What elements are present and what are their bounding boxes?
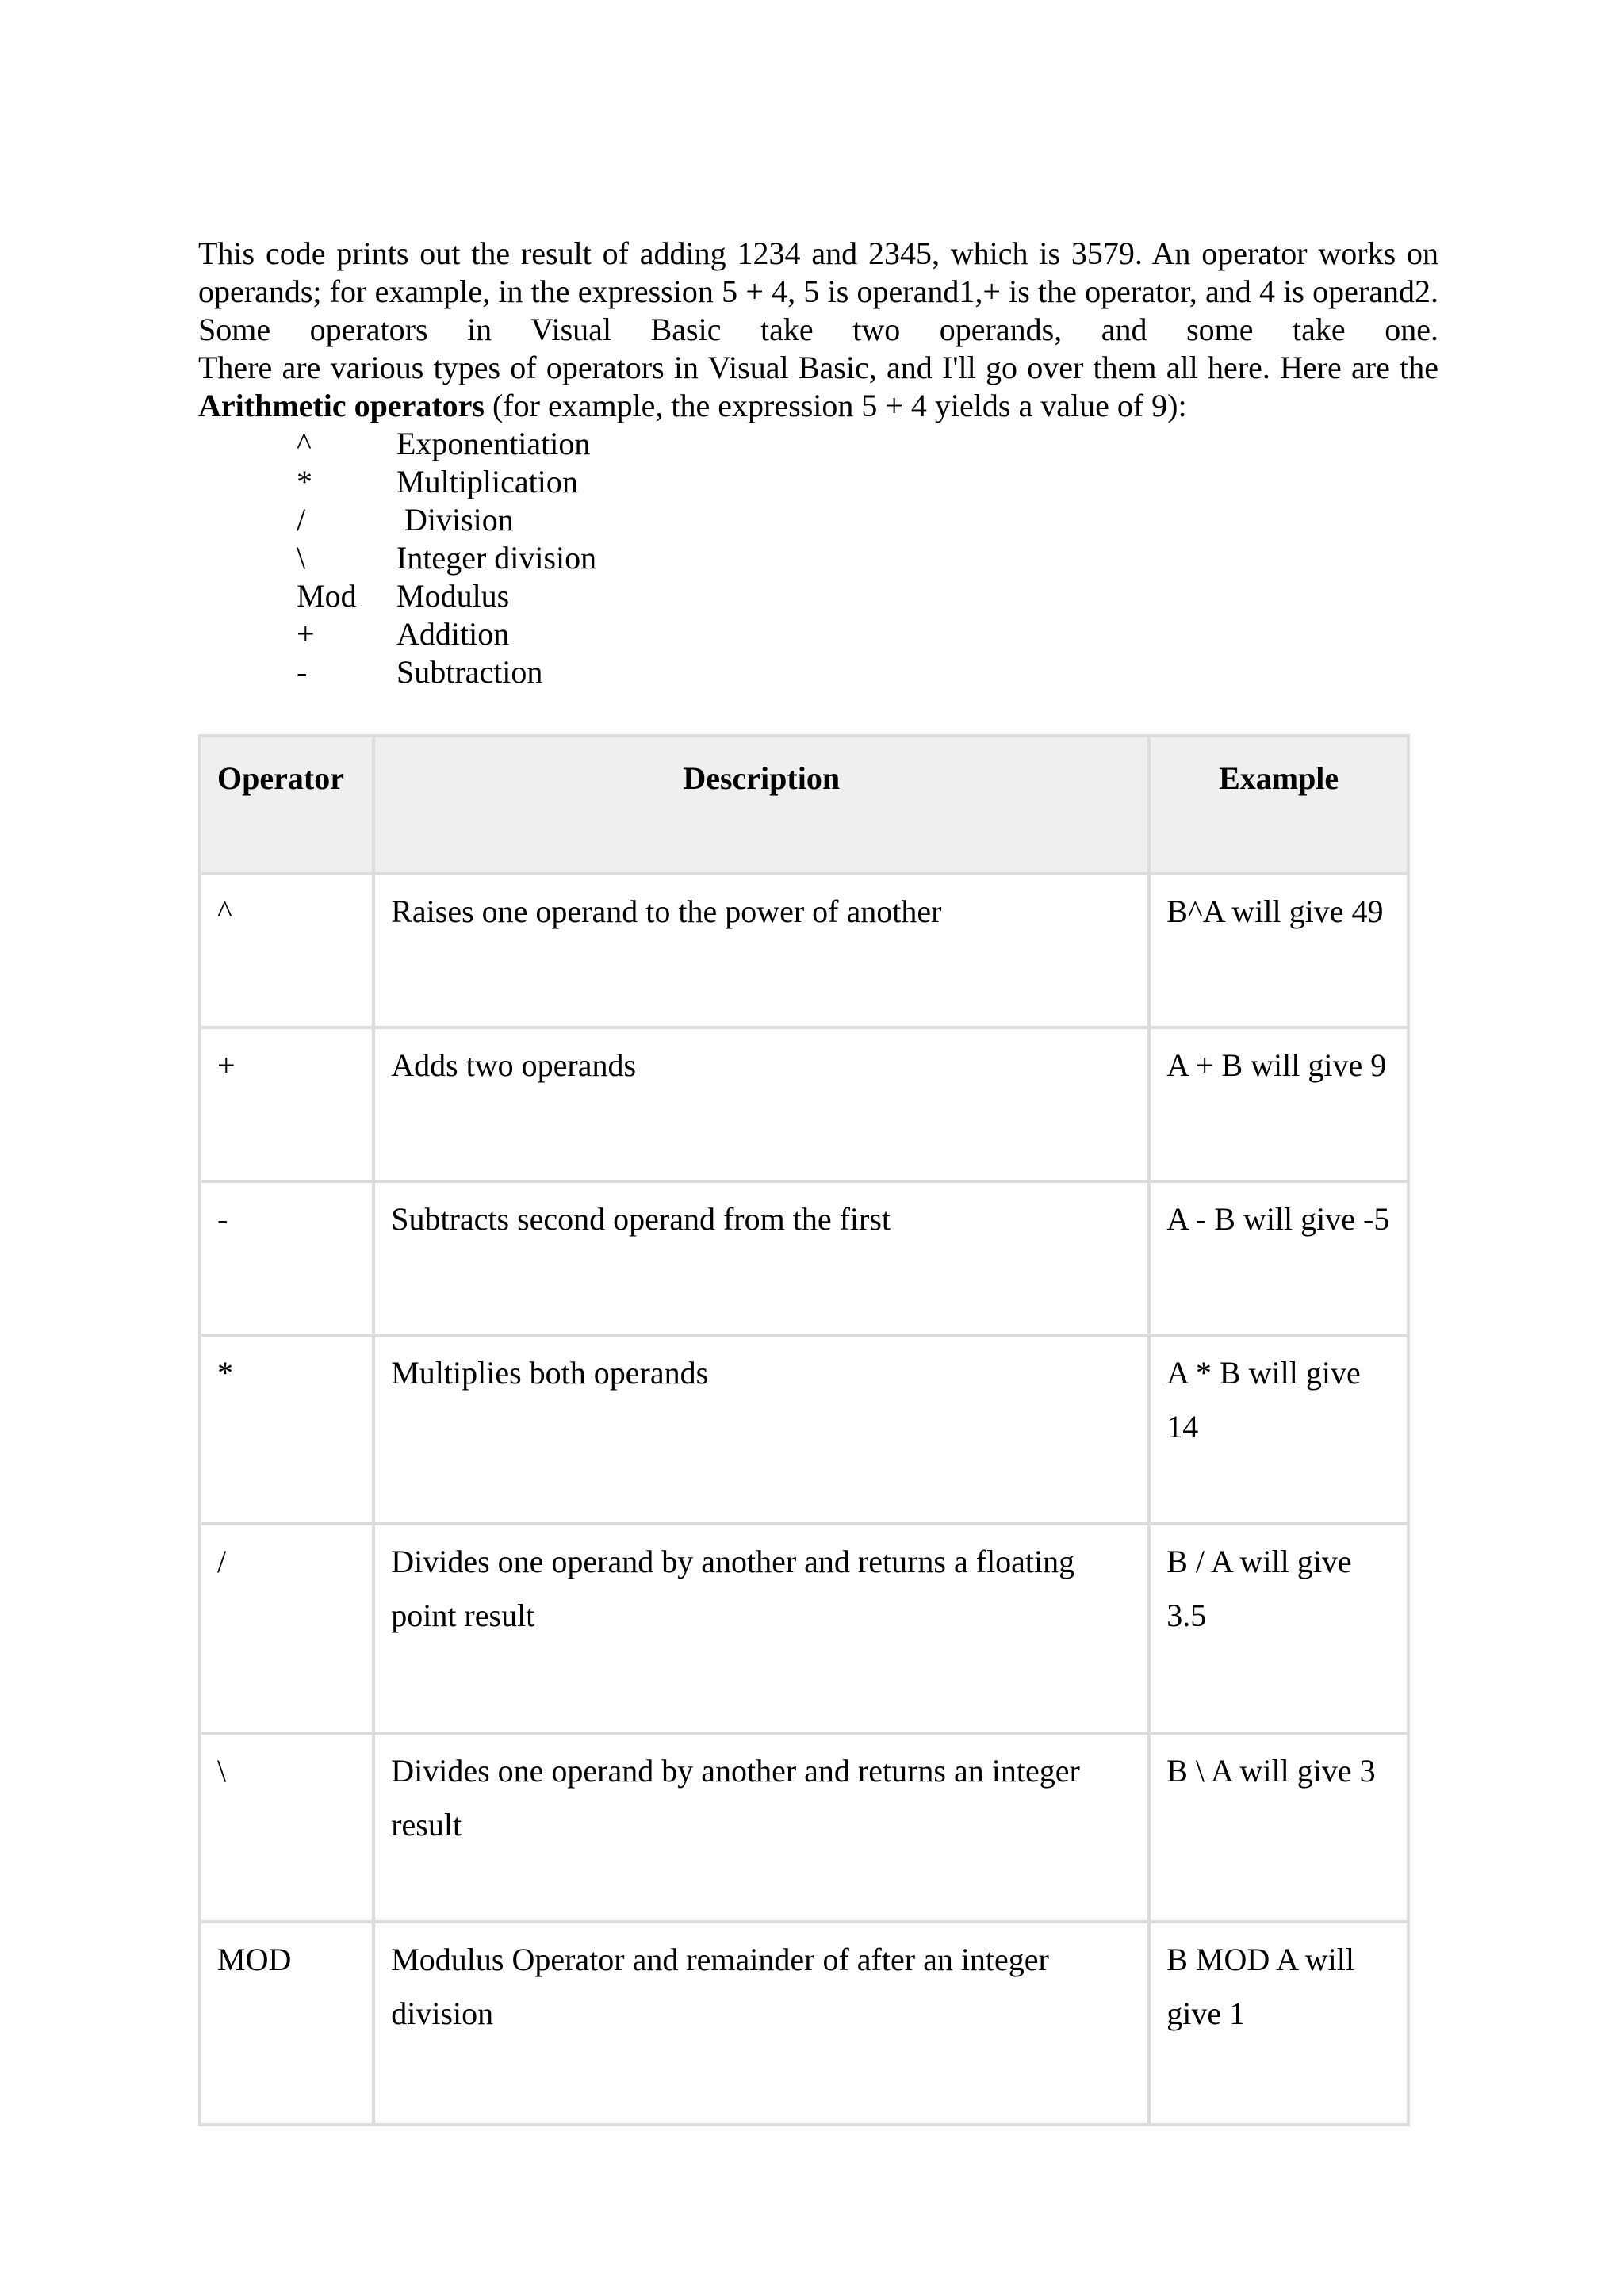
cell-operator: - (200, 1181, 373, 1335)
intro-paragraph-2-start: There are various types of operators in Visual Basic, and I'll go over them all here. Here are the (198, 350, 1438, 385)
intro-paragraph-1: This code prints out the result of adding 1234 and 2345, which is 3579. An operator works on operands; for example, in the expression 5 + 4, 5 is operand1,+ is the operator, and 4 is operand2. Some operators in Visual Basic take two operands, and some take one. (198, 235, 1438, 347)
cell-operator: * (200, 1335, 373, 1524)
cell-operator: / (200, 1524, 373, 1733)
cell-description: Subtracts second operand from the first (373, 1181, 1149, 1335)
operator-symbol: Mod (297, 578, 357, 614)
operator-symbol: / (297, 502, 306, 538)
list-item (297, 425, 596, 463)
table-row (200, 1922, 1408, 2125)
cell-operator: ^ (200, 874, 373, 1027)
operator-name: Subtraction (396, 654, 543, 690)
operator-name: Addition (396, 616, 510, 652)
intro-paragraph-2-end: (for example, the expression 5 + 4 yields a value of 9): (484, 388, 1187, 423)
table-row (200, 874, 1408, 1027)
cell-operator: MOD (200, 1922, 373, 2125)
cell-example: B \ A will give 3 (1149, 1733, 1408, 1922)
intro-text (198, 235, 1438, 425)
table-row (200, 1524, 1408, 1733)
operator-name: Integer division (396, 540, 597, 576)
header-operator: Operator (200, 736, 373, 874)
operator-symbol: * (297, 464, 312, 499)
header-description: Description (373, 736, 1149, 874)
list-item (297, 501, 596, 539)
intro-paragraph-2 (198, 349, 1438, 425)
operator-name: Exponentiation (396, 426, 591, 461)
operator-name: Modulus (396, 578, 510, 614)
list-item (297, 615, 596, 653)
cell-description: Raises one operand to the power of another (373, 874, 1149, 1027)
cell-example: A - B will give -5 (1149, 1181, 1408, 1335)
table-header-row (200, 736, 1408, 874)
operator-list (297, 425, 596, 691)
list-item (297, 653, 596, 691)
cell-operator: + (200, 1027, 373, 1181)
cell-description: Adds two operands (373, 1027, 1149, 1181)
list-item (297, 463, 596, 501)
header-example: Example (1149, 736, 1408, 874)
list-item (297, 539, 596, 577)
operator-symbol: - (297, 654, 308, 690)
cell-description: Divides one operand by another and returns a floating point result (373, 1524, 1149, 1733)
cell-example: B MOD A will give 1 (1149, 1922, 1408, 2125)
cell-example: A * B will give 14 (1149, 1335, 1408, 1524)
operator-symbol: ^ (297, 426, 312, 461)
arithmetic-operators-heading: Arithmetic operators (198, 388, 485, 423)
cell-example: A + B will give 9 (1149, 1027, 1408, 1181)
table-row (200, 1733, 1408, 1922)
cell-description: Multiplies both operands (373, 1335, 1149, 1524)
operator-name: Multiplication (396, 464, 578, 499)
cell-example: B^A will give 49 (1149, 874, 1408, 1027)
table-row (200, 1335, 1408, 1524)
operator-symbol: + (297, 616, 315, 652)
cell-operator: \ (200, 1733, 373, 1922)
cell-description: Modulus Operator and remainder of after an integer division (373, 1922, 1149, 2125)
table-row (200, 1181, 1408, 1335)
operator-name: Division (404, 502, 514, 538)
list-item (297, 577, 596, 615)
operators-table (198, 734, 1410, 2126)
cell-description: Divides one operand by another and returns an integer result (373, 1733, 1149, 1922)
table-row (200, 1027, 1408, 1181)
operator-symbol: \ (297, 540, 306, 576)
cell-example: B / A will give 3.5 (1149, 1524, 1408, 1733)
